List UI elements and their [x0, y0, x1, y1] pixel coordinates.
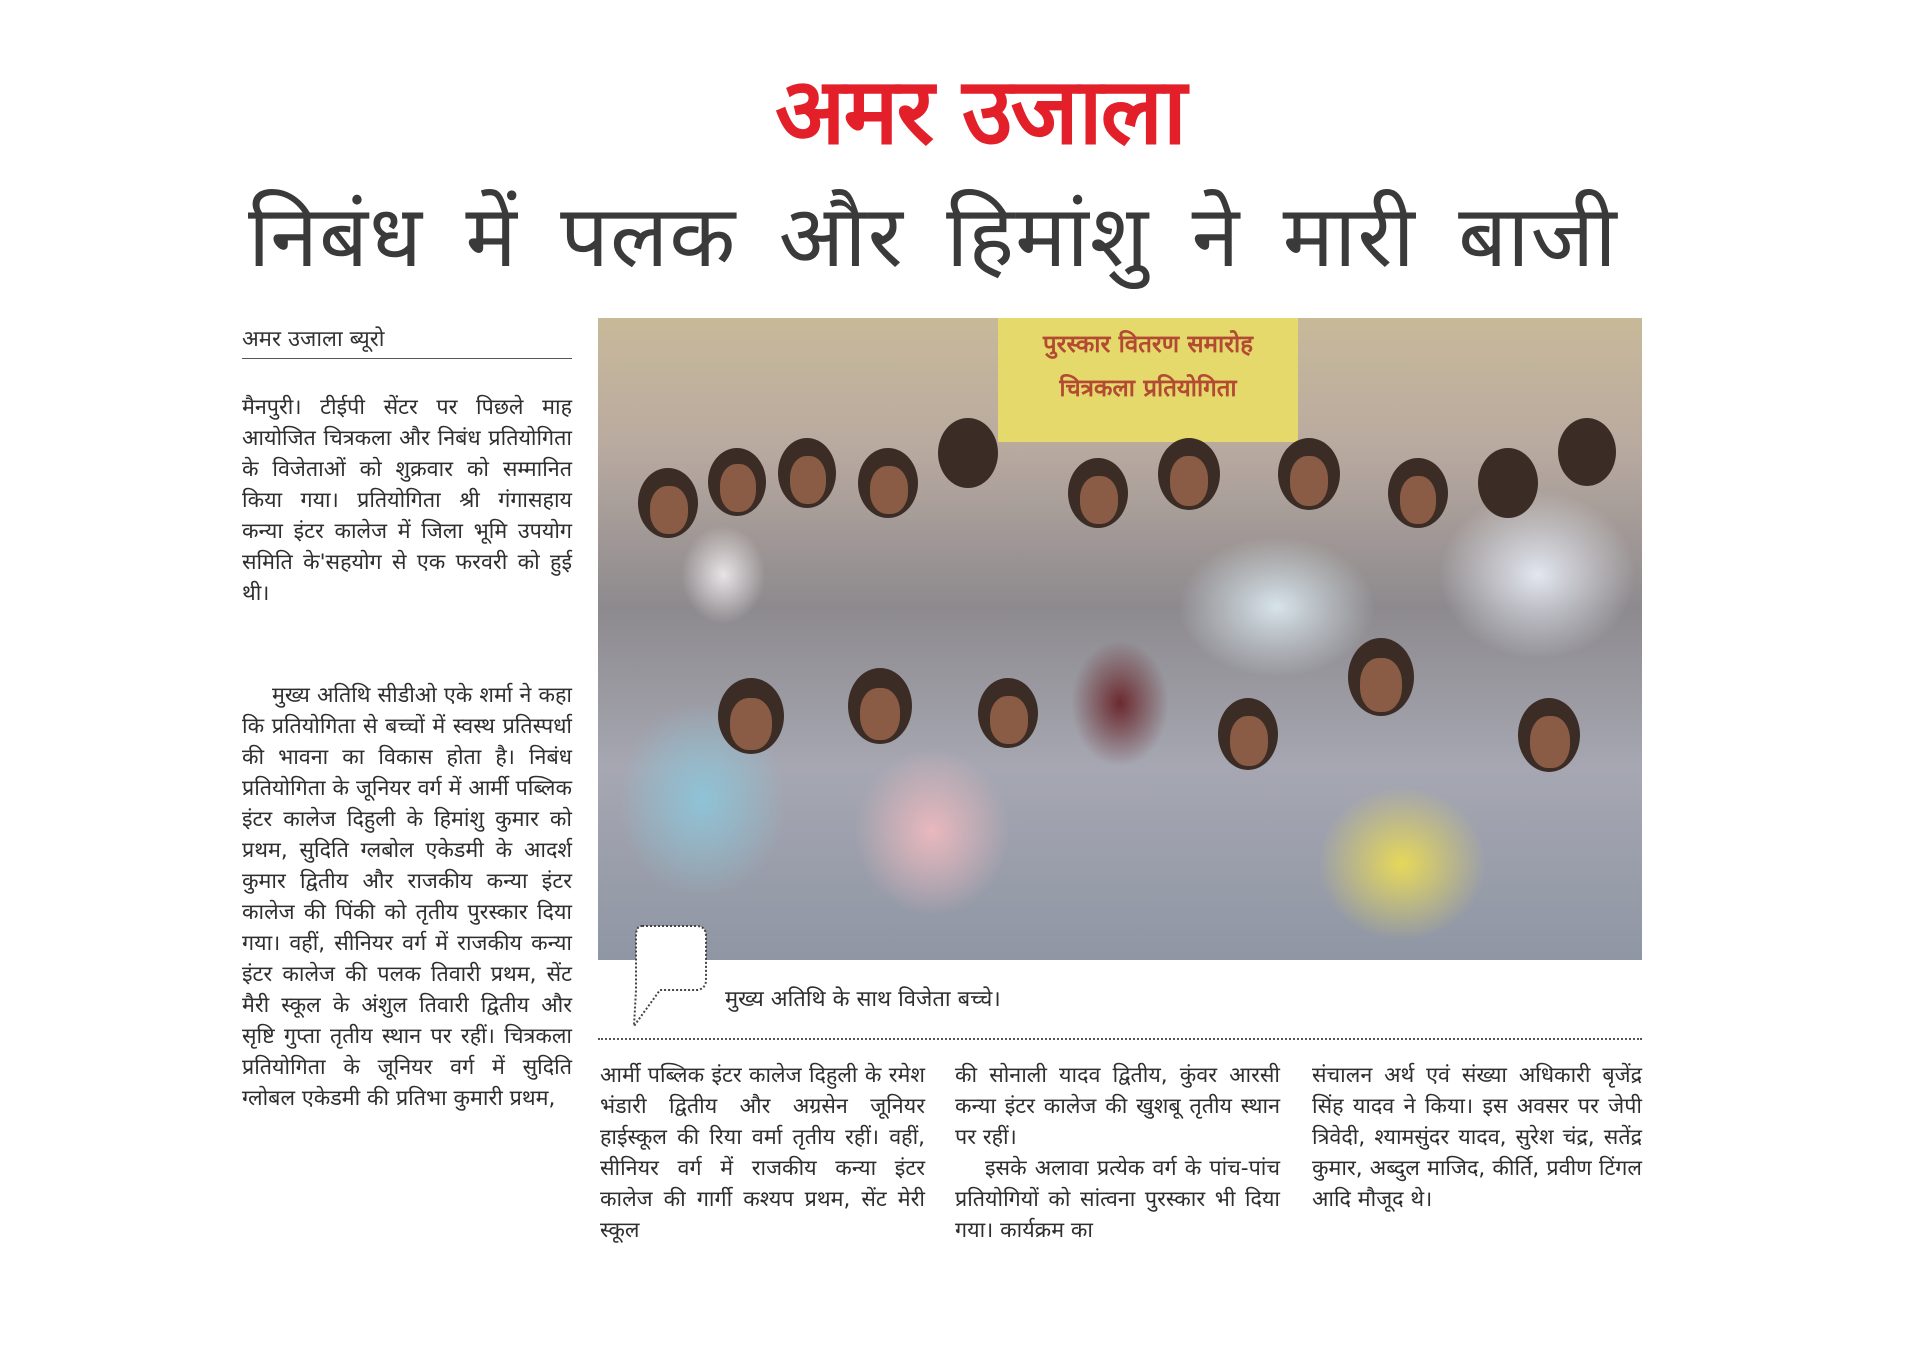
newspaper-masthead: अमर उजाला — [775, 58, 1185, 165]
paragraph-winners-3: की सोनाली यादव द्वितीय, कुंवर आरसी कन्या इंटर कालेज की खुशबू तृतीय स्थान पर रहीं। — [955, 1063, 1280, 1150]
paragraph-intro: मैनपुरी। टीईपी सेंटर पर पिछले माह आयोजित चित्रकला और निबंध प्रतियोगिता के विजेताओं को शुक्रवार को सम्मानित किया गया। प्रतियोगिता श्री गंगासहाय कन्या इंटर कालेज में जिला भूमि उपयोग समिति के'सहयोग से एक फरवरी को हुई थी। — [242, 395, 572, 606]
paragraph-consolation: इसके अलावा प्रत्येक वर्ग के पांच-पांच प्रतियोगियों को सांत्वना पुरस्कार भी दिया गया। कार्यक्रम का — [955, 1156, 1280, 1243]
paragraph-winners-2: आर्मी पब्लिक इंटर कालेज दिहुली के रमेश भंडारी द्वितीय और अग्रसेन जूनियर हाईस्कूल की रिया वर्मा तृतीय रहीं। वहीं, सीनियर वर्ग में राजकीय कन्या इंटर कालेज की गार्गी कश्यप प्रथम, सेंट मेरी स्कूल — [600, 1063, 925, 1243]
paragraph-winners-1: मुख्य अतिथि सीडीओ एके शर्मा ने कहा कि प्रतियोगिता से बच्चों में स्वस्थ प्रतिस्पर्धा की भावना का विकास होता है। निबंध प्रतियोगिता के जूनियर वर्ग में आर्मी पब्लिक इंटर कालेज दिहुली के हिमांशु कुमार को प्रथम, सुदिति ग्लबोल एकेडमी के आदर्श कुमार द्वितीय और राजकीय कन्या इंटर कालेज की पिंकी को तृतीय पुरस्कार दिया गया। वहीं, सीनियर वर्ग में राजकीय कन्या इंटर कालेज की पलक तिवारी प्रथम, सेंट मैरी स्कूल के अंशुल तिवारी द्वितीय और सृष्टि गुप्ता तृतीय स्थान पर रहीं। चित्रकला प्रतियोगिता के जूनियर वर्ग में सुदिति ग्लोबल एकेडमी की प्रतिभा कुमारी प्रथम, — [242, 683, 572, 1111]
caption-bubble-icon — [630, 920, 710, 1030]
photo-caption: मुख्य अतिथि के साथ विजेता बच्चे। — [725, 987, 1001, 1012]
article-column-2 — [600, 1060, 925, 1246]
article-byline: अमर उजाला ब्यूरो — [242, 322, 572, 359]
article-column-3 — [955, 1060, 1280, 1246]
article-column-1-bottom — [242, 680, 572, 1114]
paragraph-attendees: संचालन अर्थ एवं संख्या अधिकारी बृजेंद्र सिंह यादव ने किया। इस अवसर पर जेपी त्रिवेदी, श्यामसुंदर यादव, सुरेश चंद्र, सतेंद्र कुमार, अब्दुल माजिद, कीर्ति, प्रवीण टिंगल आदि मौजूद थे। — [1312, 1063, 1642, 1212]
caption-divider — [598, 1038, 1642, 1040]
article-headline: निबंध में पलक और हिमांशु ने मारी बाजी — [248, 187, 1618, 287]
article-column-4 — [1312, 1060, 1642, 1215]
photo-banner-line-2: चित्रकला प्रतियोगिता — [1059, 374, 1237, 402]
photo-crowd — [598, 378, 1642, 960]
photo-banner-line-1: पुरस्कार वितरण समारोह — [1043, 330, 1253, 358]
article-column-1-top — [242, 392, 572, 609]
group-photo — [598, 318, 1642, 960]
